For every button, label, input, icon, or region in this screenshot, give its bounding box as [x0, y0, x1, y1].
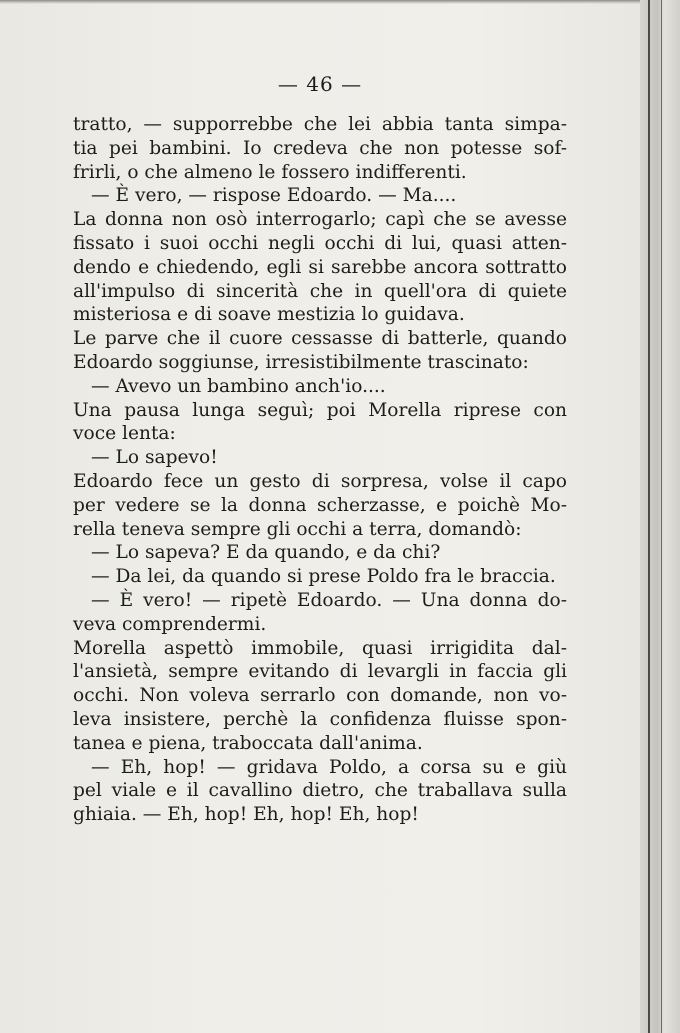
spine-edge-line	[661, 0, 662, 1033]
text-line: per vedere se la donna scherzasse, e poichè Mo-	[73, 494, 567, 516]
text-line: ghiaia. — Eh, hop! Eh, hop! Eh, hop!	[73, 804, 419, 826]
text-line: — Lo sapevo!	[91, 447, 218, 469]
text-line: tanea e piena, traboccata dall'anima.	[73, 732, 423, 754]
text-line: Una pausa lunga seguì; poi Morella riprese con	[73, 399, 567, 421]
text-line: Morella aspettò immobile, quasi irrigidita dal-	[73, 637, 567, 659]
text-line: Edoardo soggiunse, irresistibilmente trascinato:	[73, 351, 529, 373]
text-line: Edoardo fece un gesto di sorpresa, volse il capo	[73, 470, 567, 492]
text-line: — Da lei, da quando si prese Poldo fra le braccia.	[91, 566, 556, 588]
book-spine	[640, 0, 680, 1033]
text-line: misteriosa e di soave mestizia lo guidava.	[73, 304, 465, 326]
text-line: tratto, — supporrebbe che lei abbia tanta simpa-	[73, 114, 567, 135]
text-line: — Lo sapeva? E da quando, e da chi?	[91, 542, 441, 564]
text-line: — È vero, — rispose Edoardo. — Ma....	[91, 185, 457, 207]
text-line: rella teneva sempre gli occhi a terra, domandò:	[73, 518, 522, 540]
text-line: dendo e chiedendo, egli si sarebbe ancora sottratto	[73, 256, 567, 278]
text-line: — Eh, hop! — gridava Poldo, a corsa su e giù	[91, 756, 567, 778]
text-line: — È vero! — ripetè Edoardo. — Una donna do-	[91, 589, 567, 611]
text-line: l'ansietà, sempre evitando di levargli in faccia gli	[73, 661, 567, 683]
spine-edge-line	[648, 0, 650, 1033]
text-line: pel viale e il cavallino dietro, che traballava sulla	[73, 780, 567, 802]
body-text	[73, 113, 567, 827]
text-line: voce lenta:	[73, 423, 176, 445]
text-line: occhi. Non voleva serrarlo con domande, non vo-	[73, 685, 567, 707]
text-line: fissato i suoi occhi negli occhi di lui, quasi atten-	[73, 232, 567, 254]
text-line: Le parve che il cuore cessasse di batterle, quando	[73, 328, 567, 350]
page-number: — 46 —	[277, 72, 363, 96]
text-line: all'impulso di sincerità che in quell'ora di quiete	[73, 280, 567, 302]
page-top-edge	[0, 0, 640, 4]
text-line: leva insistere, perchè la confidenza fluisse spon-	[73, 708, 567, 730]
text-line: La donna non osò interrogarlo; capì che se avesse	[73, 209, 567, 231]
text-line: tia pei bambini. Io credeva che non potesse sof-	[73, 137, 567, 159]
text-line: frirli, o che almeno le fossero indifferenti.	[73, 161, 467, 183]
text-line: — Avevo un bambino anch'io....	[91, 375, 386, 397]
text-line: veva comprendermi.	[73, 613, 267, 635]
